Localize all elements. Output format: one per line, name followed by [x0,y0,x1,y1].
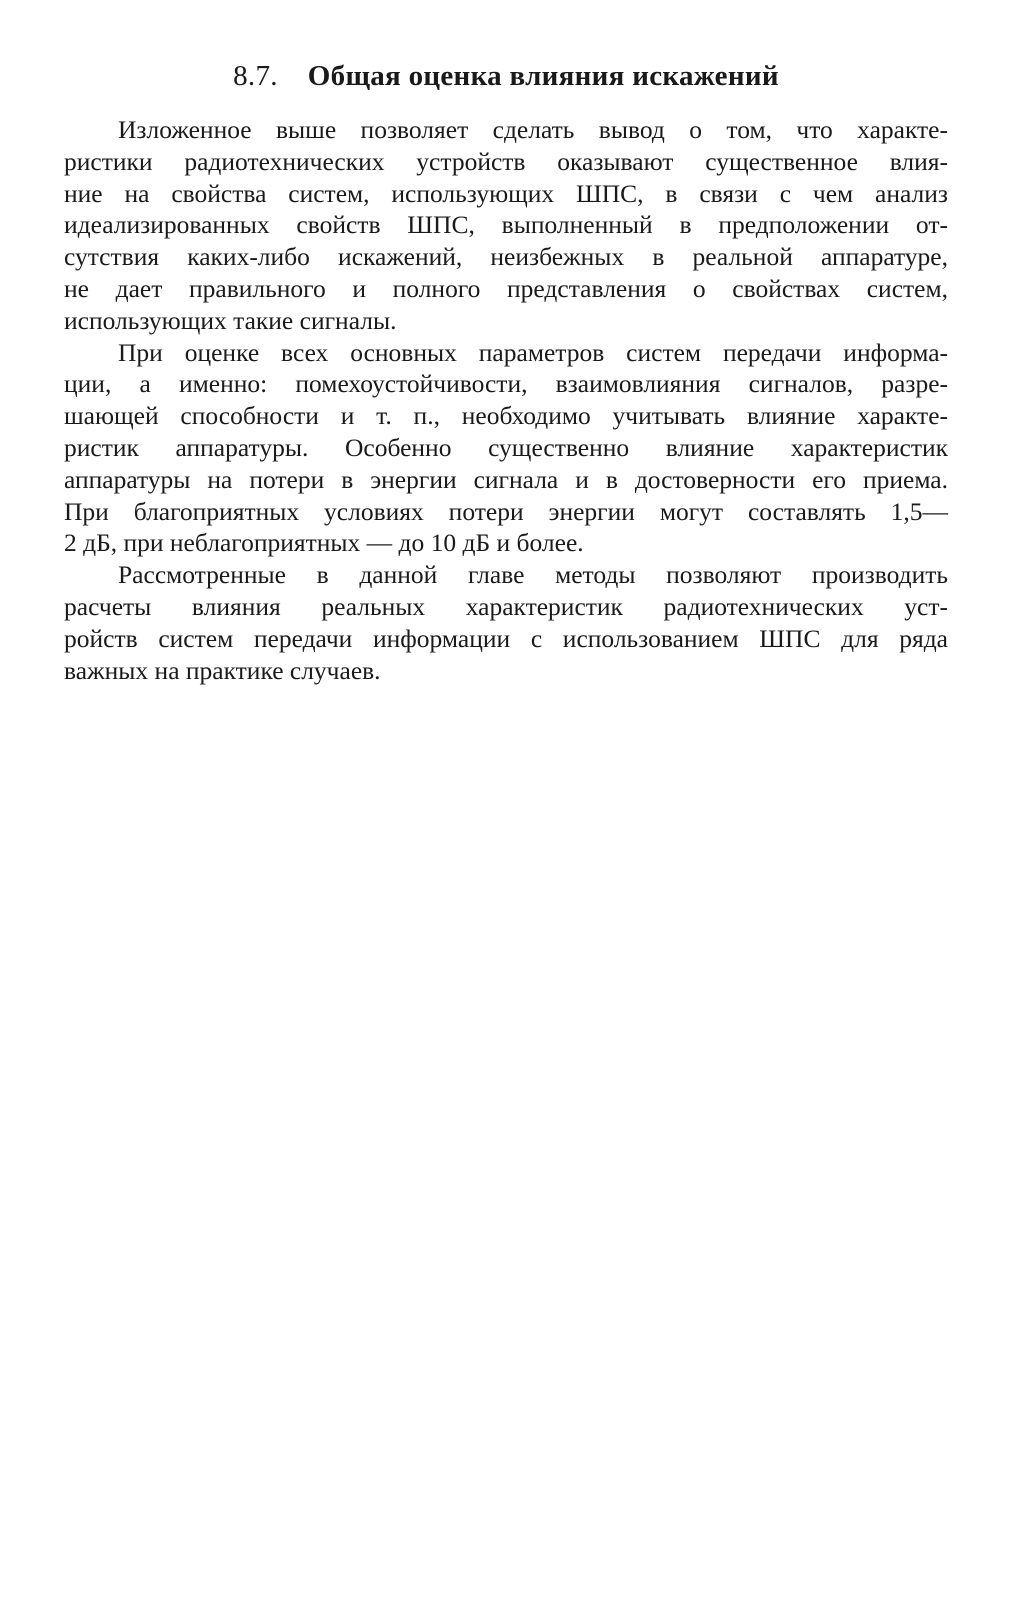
paragraph-line: расчеты влияния реальных характеристик радиотехнических уст- [64,591,948,621]
paragraph-line: идеализированных свойств ШПС, выполненный в предположении от- [64,210,948,240]
paragraph-2 [64,337,948,560]
paragraph-1 [64,114,948,337]
paragraph-line: аппаратуры на потери в энергии сигнала и в достоверности его приема. [64,464,948,494]
paragraph-line: Рассмотренные в данной главе методы позволяют производить [118,560,948,590]
paragraph-line: ние на свойства систем, использующих ШПС, в связи с чем анализ [64,178,948,208]
paragraph-line: важных на практике случаев. [64,655,381,685]
paragraph-line: ройств систем передачи информации с использованием ШПС для ряда [64,623,948,653]
paragraph-3 [64,559,948,686]
paragraph-line: шающей способности и т. п., необходимо учитывать влияние характе- [64,401,948,431]
section-number: 8.7. [233,60,278,92]
paragraph-line: использующих такие сигналы. [64,305,397,335]
paragraph-line: ристики радиотехнических устройств оказывают существенное влия- [64,146,948,176]
paragraph-line: сутствия каких-либо искажений, неизбежных в реальной аппаратуре, [64,242,948,272]
document-page [64,56,948,686]
paragraph-line: Изложенное выше позволяет сделать вывод о том, что характе- [118,115,948,144]
paragraph-line: не дает правильного и полного представления о свойствах систем, [64,273,948,303]
paragraph-line: При благоприятных условиях потери энергии могут составлять 1,5— [64,496,948,526]
paragraph-line: При оценке всех основных параметров систем передачи информа- [118,337,948,367]
paragraph-line: 2 дБ, при неблагоприятных — до 10 дБ и более. [64,528,584,558]
paragraph-line: ции, а именно: помехоустойчивости, взаимовлияния сигналов, разре- [64,369,948,399]
section-heading [64,56,948,96]
section-title: Общая оценка влияния искажений [307,60,779,92]
paragraph-line: ристик аппаратуры. Особенно существенно влияние характеристик [64,432,948,462]
